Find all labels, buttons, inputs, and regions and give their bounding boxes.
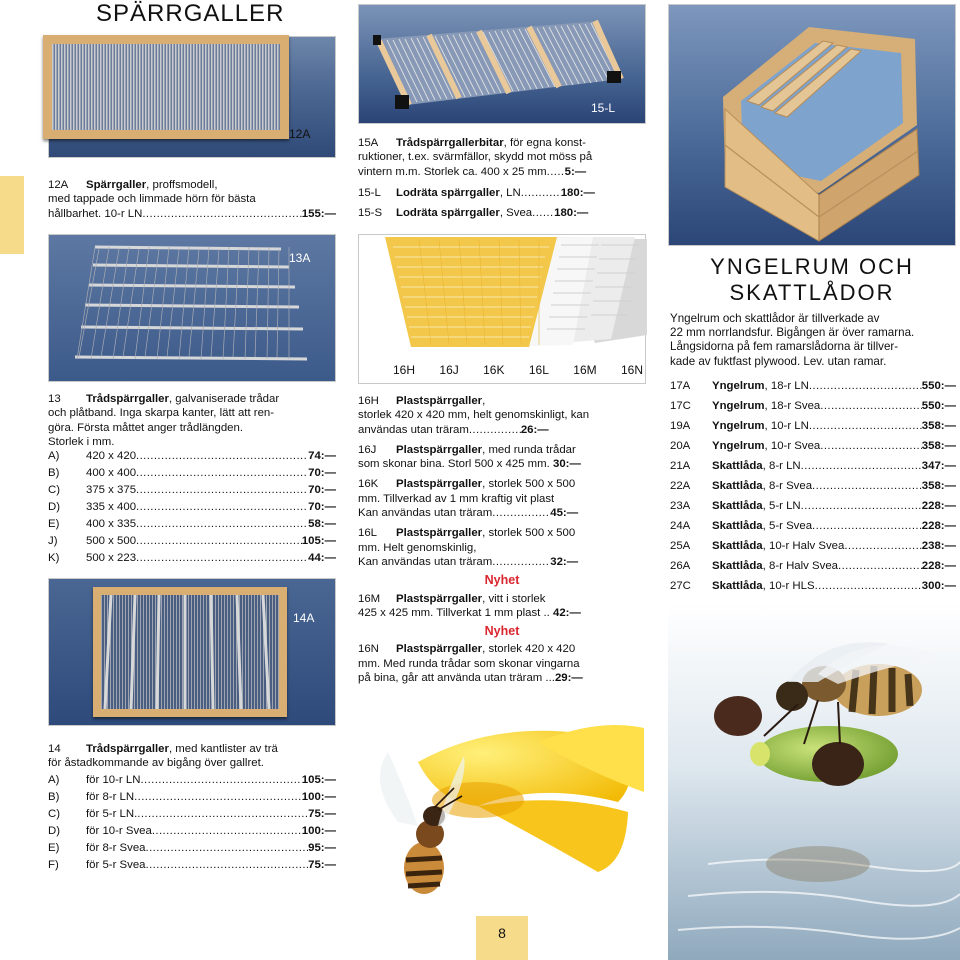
price-16k: 45:— [550,507,579,520]
photo-13a [48,234,336,382]
price-16j: 30:— [553,458,581,471]
list-item: 15-S Lodräta spärrgaller , Svea ..... 180:— [358,203,646,223]
caption-16: 16H Plastspärrgaller, storlek 420 x 420 mm, helt genomskinligt, kan användas utan träram ..... 26:— 16J Plastspärrgaller, med runda trådar som skonar bina. Storl 500 x 425 mm. 30:— 16K Plastspärrgaller, storlek 500 x 500 mm. Tillverkad av 1 mm kraftig vit plast Kan användas utan träram ..... 45:— 16L Plastspärrgaller, storlek 500 x 500 mm. Helt genomskinlig, Kan användas utan träram ..... 32:— Nyhet 16M Plastspärrgaller, vitt i storlek 425 x 425 mm. Tillverkat 1 mm plast .. 42:— Nyhet 16N Plastspärrgaller, storlek 420 x 420 mm. Med runda trådar som skonar vingarna på bina, går att använda utan träram ...29:— [358,394,646,685]
text-13-1: , galvaniserade trådar [168,393,280,405]
wire-bars-14a [101,595,279,709]
list-item: B) 400 x 400 ..... 70:— [48,465,336,482]
text-16n-3: på bina, går att använda utan träram ... [358,672,555,685]
price-16l: 32:— [550,555,579,568]
code-16h: 16H [358,395,379,407]
price-list-13 [48,448,336,567]
text-16h-2: storlek 420 x 420 mm, helt genomskinligt, kan [358,409,590,422]
text-12a-2: med tappade och limmade hörn för bästa [48,193,256,206]
intro-yngelrum: Yngelrum och skattlådor är tillverkade av 22 mm norrlandsfur. Bigången är över ramarna. Långsidorna på fem ramarslådorna är tillver- kade av fuktfast plywood. Lev. utan ramar. [670,312,915,368]
price-list-15 [358,183,646,223]
text-16n-2: mm. Med runda trådar som skonar vingarna [358,657,580,670]
text-16l-3: Kan användas utan träram [358,555,493,568]
caption-14 [48,742,336,771]
list-item: 25A Skattlåda , 10-r Halv Svea ..... 238:— [670,536,956,556]
nyhet-badge-2: Nyhet [484,624,520,639]
text-16k-3: Kan användas utan träram [358,507,493,520]
caption-15 [358,136,646,179]
heading-yngelrum: YNGELRUM OCH SKATTLÅDOR [710,254,914,305]
text-15a-3: vintern m.m. Storlek ca. 400 x 25 mm [358,165,547,178]
label-16j: 16J [439,363,459,377]
price-16n: 29:— [554,672,583,685]
photo-12a [48,36,336,158]
label-16m: 16M [573,363,597,377]
photo-15l [358,4,646,124]
photo-14a [48,578,336,726]
side-tab [0,176,24,254]
list-item: D) för 10-r Svea ..... 100:— [48,823,336,840]
text-12a-3: hållbarhet. 10-r LN [48,207,143,220]
text-15a-1: , för egna konst- [503,137,586,149]
title-16h: Plastspärrgaller [396,395,483,407]
page-title: SPÄRRGALLER [96,0,285,27]
photo-hive-box [668,4,956,246]
code-12a: 12A [48,179,69,191]
wire-panel-12a [52,44,280,130]
plastic-sheets-16 [359,235,647,353]
title-13: Trådspärrgaller [86,393,169,405]
price-list-14 [48,772,336,874]
text-14-1: , med kantlister av trä [168,743,278,755]
text-16j-2: som skonar bina. Storl 500 x 425 mm. [358,458,550,471]
list-item: 23A Skattlåda , 5-r LN ..... 228:— [670,496,956,516]
photo-bee-flower [358,722,644,908]
list-item: 15-L Lodräta spärrgaller , LN ..... 180:— [358,183,646,203]
photo-label-15l: 15-L [591,101,616,115]
list-item: 21A Skattlåda , 8-r LN ..... 347:— [670,456,956,476]
list-item: 27C Skattlåda , 10-r HLS ..... 300:— [670,576,956,596]
title-16n: Plastspärrgaller [396,643,483,656]
code-16l: 16L [358,527,378,540]
list-item: 22A Skattlåda , 8-r Svea ..... 358:— [670,476,956,496]
page-number: 8 [476,916,528,960]
list-item: 20A Yngelrum , 10-r Svea ..... 358:— [670,436,956,456]
list-item: 26A Skattlåda , 8-r Halv Svea ..... 228:— [670,556,956,576]
price-15a: 5:— [564,165,587,178]
text-13-2: och plåtband. Inga skarpa kanter, lätt att ren- [48,407,275,420]
title-15a: Trådspärrgallerbitar [396,137,504,149]
photo-label-12a: 12A [289,127,311,141]
title-16m: Plastspärrgaller [396,592,483,605]
title-12a: Spärrgaller [86,179,147,191]
label-16l: 16L [528,363,549,377]
price-16m: 42:— [552,606,581,619]
text-15a-2: ruktioner, t.ex. svärmfällor, skydd mot möss på [358,151,593,164]
code-16k: 16K [358,478,379,491]
label-16n: 16N [620,363,643,377]
label-16k: 16K [483,363,505,377]
text-16l-2: mm. Helt genomskinlig, [358,541,477,554]
title-16j: Plastspärrgaller [396,443,483,456]
list-item: E) 400 x 335 ..... 58:— [48,516,336,533]
code-16n: 16N [358,643,379,656]
label-16h: 16H [393,363,416,377]
list-item: 17A Yngelrum , 18-r LN ..... 550:— [670,376,956,396]
list-item: J) 500 x 500 ..... 105:— [48,533,336,550]
price-16h: 26:— [520,423,549,436]
code-13: 13 [48,393,61,405]
code-16m: 16M [358,592,381,605]
list-item: D) 335 x 400 ..... 70:— [48,499,336,516]
code-16j: 16J [358,443,377,456]
list-item: F) för 5-r Svea ..... 75:— [48,857,336,874]
list-item: E) för 8-r Svea ..... 95:— [48,840,336,857]
bee-water-drawing [668,604,960,960]
title-14: Trådspärrgaller [86,743,169,755]
bee-flower-drawing [358,722,644,908]
list-item: C) för 5-r LN. ..... 75:— [48,806,336,823]
text-16m-2: 425 x 425 mm. Tillverkat 1 mm plast .. [358,606,553,619]
photo-plastic-16 [358,234,646,384]
list-item: K) 500 x 223 ..... 44:— [48,550,336,567]
list-item: A) för 10-r LN ..... 105:— [48,772,336,789]
code-15a: 15A [358,137,379,149]
price-list-yngelrum [670,376,956,596]
title-16l: Plastspärrgaller [396,527,483,540]
list-item: 19A Yngelrum , 10-r LN ..... 358:— [670,416,956,436]
caption-12a [48,178,336,221]
nyhet-badge-1: Nyhet [484,573,520,588]
list-item: 17C Yngelrum , 18-r Svea ..... 550:— [670,396,956,416]
price-12a: 155:— [301,207,336,220]
photo-label-13a: 13A [289,251,311,265]
text-13-4: Storlek i mm. [48,435,115,448]
list-item: 24A Skattlåda , 5-r Svea ..... 228:— [670,516,956,536]
hive-box-drawing [669,5,957,247]
photo-bee-water [668,604,960,960]
list-item: C) 375 x 375 ..... 70:— [48,482,336,499]
text-13-3: göra. Första måttet anger trådlängden. [48,421,244,434]
text-16h-3: användas utan träram [358,423,469,436]
list-item: B) för 8-r LN ..... 100:— [48,789,336,806]
caption-13 [48,392,336,449]
text-12a-1: , proffsmodell, [146,179,218,191]
text-14-2: för åstadkommande av bigång över gallret. [48,757,264,770]
title-16k: Plastspärrgaller [396,478,483,491]
code-14: 14 [48,743,61,755]
photo-label-14a: 14A [293,611,315,625]
plastic-labels [393,363,643,377]
text-16k-2: mm. Tillverkad av 1 mm kraftig vit plast [358,492,555,505]
list-item: A) 420 x 420 ..... 74:— [48,448,336,465]
